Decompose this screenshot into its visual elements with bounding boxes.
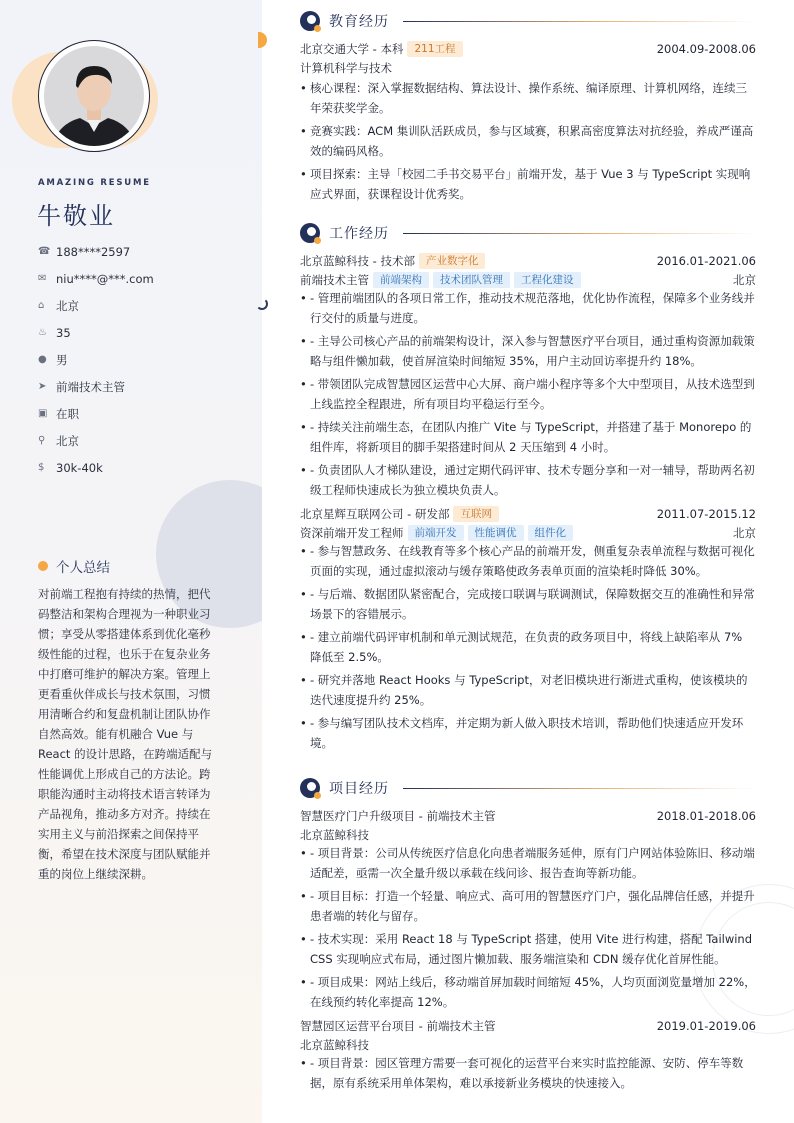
job-city: 北京 [733,525,756,540]
summary-heading [38,556,110,576]
school-tag: 211工程 [407,41,462,57]
avatar [38,40,150,152]
bullet-item: • - 管理前端团队的各项日常工作，推动技术规范落地，优化协作流程，保障多个业务线并行交付的质量与进度。 [300,289,756,328]
bullet-item: • - 参与编写团队技术文档库，并定期为新人做入职技术培训，帮助他们快速适应开发环境。 [300,714,756,753]
info-row [38,319,154,346]
position-row [300,523,756,542]
decorative-tab [258,32,267,48]
section-header [300,777,756,799]
phone-text: 188****2597 [56,244,131,259]
send-icon: ➤ [38,381,47,392]
education-date: 2004.09-2008.06 [656,41,756,56]
status-text: 在职 [56,406,79,421]
industry-tag: 产业数字化 [419,253,486,269]
job-date: 2011.07-2015.12 [656,506,756,521]
info-row [38,427,154,454]
skill-tag: 工程化建设 [514,272,581,288]
section-title: 项目经历 [329,781,389,797]
sidebar [0,0,262,1123]
project-company: 北京蓝鲸科技 [300,1037,369,1052]
job-entry [300,251,756,500]
position: 资深前端开发工程师 [300,525,404,540]
project-company-row [300,1035,756,1054]
info-row [38,238,154,265]
section-header [300,10,756,32]
section-divider [403,233,756,234]
contact-info-list [38,238,154,481]
age-text: 35 [56,325,71,340]
briefcase-icon: ▣ [38,408,48,419]
info-row [38,373,154,400]
gender-icon: ● [38,354,47,365]
position: 前端技术主管 [300,272,369,287]
mail-icon: ✉ [38,273,47,284]
bullet-item: • - 研究并落地 React Hooks 与 TypeScript，对老旧模块进行渐进式重构，使该模块的迭代速度提升约 25%。 [300,671,756,710]
bullet-item: • - 带领团队完成智慧园区运营中心大屏、商户端小程序等多个大中型项目，从技术选型到上线监控全程跟进，所有项目均平稳运行至今。 [300,375,756,414]
decorative-arc [256,298,268,310]
bullet-item: • - 项目成果：网站上线后，移动端首屏加载时间缩短 45%，人均页面浏览量增加 22%，在线预约转化率提高 12%。 [300,973,756,1012]
job-entry [300,504,756,753]
cake-icon: ♨ [38,327,47,338]
home-icon: ⌂ [38,300,45,311]
project-row [300,1016,756,1035]
job-date: 2016.01-2021.06 [656,253,756,268]
education-section [300,10,756,208]
section-title: 教育经历 [329,14,389,30]
project-row [300,806,756,825]
bullet-item: • - 项目背景：园区管理方需要一套可视化的运营平台来实时监控能源、安防、停车等数据，原有系统采用单体架构，难以承接新业务模块的快速接入。 [300,1054,756,1093]
projects-section [300,777,756,1097]
bullet-item: • - 主导公司核心产品的前端架构设计，深入参与智慧医疗平台项目，通过重构资源加载策略与组件懒加载，使首屏渲染时间缩短 35%，用户主动回访率提升约 18%。 [300,332,756,371]
hometown-text: 北京 [56,298,79,313]
skill-tag: 性能调优 [468,525,524,541]
phone-icon: ☎ [38,246,51,257]
job-bullets [300,542,756,753]
bullet-item: • - 参与智慧政务、在线教育等多个核心产品的前端开发，侧重复杂表单流程与数据可视化页面的实现，通过虚拟滚动与缓存策略使政务表单页面的渲染耗时降低 30%。 [300,542,756,581]
summary-text: 对前端工程抱有持续的热情，把代码整洁和架构合理视为一种职业习惯；享受从零搭建体系到优化毫秒级性能的过程，也乐于在复杂业务中打磨可维护的解决方案。管理上更看重伙伴成长与技术氛围，习惯用清晰合约和复盘机制让团队协作自然高效。能有机融合 Vue 与 React 的设计思路，在跨端适配与性能调优上形成自己的方法论。跨职能沟通时主动将技术语言转译为产品视角，推动多方对齐。持续在实用主义与前沿探索之间保持平衡，希望在技术深度与团队赋能并重的岗位上继续深耕。 [38,587,213,881]
bullet-item: • - 项目背景：公司从传统医疗信息化向患者端服务延伸，原有门户网站体验陈旧、移动端适配差，亟需一次全量升级以承载在线问诊、报告查询等新功能。 [300,844,756,883]
resume-tagline: AMAZING RESUME [38,178,151,188]
person-name: 牛敬业 [37,202,115,230]
skill-tag: 技术团队管理 [433,272,510,288]
project-entry [300,806,756,1012]
info-row [38,265,154,292]
bullet-item: • 竞赛实践：ACM 集训队活跃成员，参与区域赛，积累高密度算法对抗经验，养成严谨高效的编码风格。 [300,122,756,161]
education-row [300,39,756,58]
education-bullets [300,79,756,204]
info-row [38,400,154,427]
money-icon: $ [38,462,45,473]
section-icon [300,778,320,798]
project-date: 2018.01-2018.06 [656,808,756,823]
major: 计算机科学与技术 [300,60,392,75]
bullet-item: • - 建立前端代码评审机制和单元测试规范，在负责的政务项目中，将线上缺陷率从 7% 降低至 2.5%。 [300,628,756,667]
section-divider [403,788,756,789]
project-name: 智慧医疗门户升级项目 - 前端技术主管 [300,808,496,823]
bullet-item: • - 项目目标：打造一个轻量、响应式、高可用的智慧医疗门户，强化品牌信任感，并提升患者端的转化与留存。 [300,887,756,926]
summary-dot-icon [38,561,48,571]
salary-text: 30k-40k [56,460,103,475]
job-row [300,504,756,523]
section-icon [300,223,320,243]
email-text: niu****@***.com [56,271,154,286]
bullet-item: • - 负责团队人才梯队建设，通过定期代码评审、技术专题分享和一对一辅导，帮助两名初级工程师快速成长为独立模块负责人。 [300,461,756,500]
bullet-item: • 项目探索：主导「校园二手书交易平台」前端开发，基于 Vue 3 与 TypeScript 实现响应式界面，获课程设计优秀奖。 [300,165,756,204]
bullet-item: • - 技术实现：采用 React 18 与 TypeScript 搭建，使用 Vite 进行构建，搭配 Tailwind CSS 实现响应式布局，通过图片懒加载、服务端渲染和 CDN 缓存优化首屏性能。 [300,930,756,969]
skill-tag: 前端开发 [408,525,464,541]
project-bullets [300,844,756,1012]
summary-title: 个人总结 [56,560,110,576]
skill-tag: 组件化 [528,525,574,541]
location-pin-icon: ⚲ [38,435,46,446]
bullet-item: • - 持续关注前端生态，在团队内推广 Vite 与 TypeScript，并搭建了基于 Monorepo 的组件库，将新项目的脚手架搭建时间从 2 天压缩到 4 小时。 [300,418,756,457]
company-name: 北京蓝鲸科技 - 技术部 [300,253,415,268]
company-name: 北京星辉互联网公司 - 研发部 [300,506,450,521]
info-row [38,292,154,319]
info-row [38,454,154,481]
target-position-text: 前端技术主管 [56,379,125,394]
school-name: 北京交通大学 - 本科 [300,41,404,56]
section-divider [403,21,756,22]
job-city: 北京 [733,272,756,287]
work-section [300,222,756,757]
bullet-item: • - 与后端、数据团队紧密配合，完成接口联调与联调测试，保障数据交互的准确性和异常场景下的容错展示。 [300,585,756,624]
skill-tag: 前端架构 [373,272,429,288]
industry-tag: 互联网 [453,506,499,522]
section-header [300,222,756,244]
project-date: 2019.01-2019.06 [656,1018,756,1033]
city-text: 北京 [56,433,79,448]
project-company: 北京蓝鲸科技 [300,827,369,842]
project-bullets [300,1054,756,1093]
project-entry [300,1016,756,1093]
gender-text: 男 [56,352,68,367]
info-row [38,346,154,373]
section-icon [300,11,320,31]
section-title: 工作经历 [329,226,389,242]
position-row [300,270,756,289]
bullet-item: • 核心课程：深入掌握数据结构、算法设计、操作系统、编译原理、计算机网络，连续三年荣获奖学金。 [300,79,756,118]
project-name: 智慧园区运营平台项目 - 前端技术主管 [300,1018,496,1033]
major-row [300,58,756,77]
job-row [300,251,756,270]
project-company-row [300,825,756,844]
job-bullets [300,289,756,500]
